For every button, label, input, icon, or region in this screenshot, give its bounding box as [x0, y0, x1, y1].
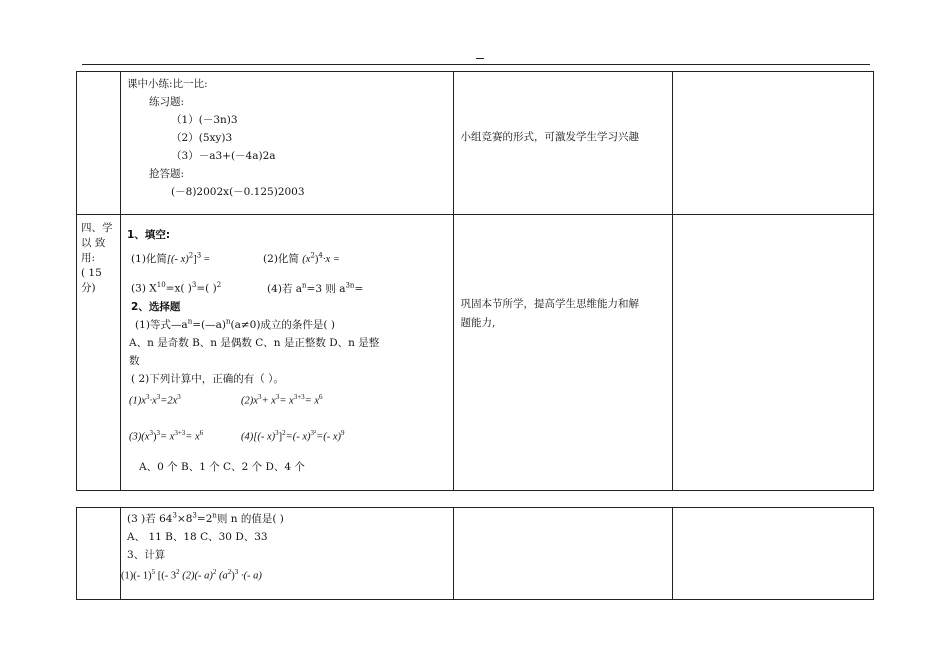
header-mark [476, 58, 484, 59]
fill-problem-3: (3) $X^{10}=x$( )$^3$=( )$^2$ [131, 281, 222, 295]
choice-expr-2: $(2)x^3+ x^3= x^{3+3}= x^6$ [241, 393, 323, 407]
table-row [77, 508, 874, 600]
intent-text: 巩固本节所学，提高学生思维能力和解 题能力, [460, 298, 639, 329]
intent-cell [454, 508, 672, 600]
blank-cell [672, 508, 873, 600]
fill-problem-1: (1)化简[(- x)$^2$]$^3$ = [131, 251, 210, 265]
choice-expr-3: $(3)(x^3)^3= x^{3+3}= x^6$ [129, 429, 204, 443]
choice-expr-1: $(1)x^3\cdot x^3=2x^3$ [129, 393, 181, 407]
intent-cell [454, 72, 672, 215]
intent-cell [454, 215, 672, 491]
choice-question-3: (3 )若 $64^3\times 8^3=2^n$则 n 的值是( ) [127, 511, 284, 525]
content-cell [121, 508, 454, 600]
exercise-1: （1）(－3n)3 [171, 114, 238, 126]
choice-question-1: (1)等式$—a^n=(—a)^n(a\ne 0)$成立的条件是( ) [135, 317, 335, 331]
table-row [77, 72, 874, 215]
choice-heading: 2、选择题 [131, 301, 181, 313]
exercise-2: （2）(5xy)3 [171, 132, 233, 144]
stage-cell [77, 215, 121, 491]
table-row [77, 215, 874, 491]
lesson-table-page-top [76, 71, 874, 491]
choice-question-1-options-wrap: 数 [129, 355, 140, 367]
fill-in-heading: 1、填空: [127, 229, 171, 241]
header-rule [82, 64, 870, 65]
stage-cell [77, 508, 121, 600]
blank-cell [672, 215, 873, 491]
intent-text: 小组竞赛的形式，可激发学生学习兴趣 [460, 131, 639, 143]
calc-expression: (1)(- 1)$^5$ [(- $3^2$ (2)(- a)$^2$ $(a^2)^3$ ·(- a) [121, 568, 262, 582]
quick-answer-label: 抢答题: [149, 168, 185, 180]
fill-problem-4: (4)若 $a^n=3$ 则 $a^{3n}=$ [267, 281, 364, 295]
choice-question-3-options: A、 11 B、18 C、30 D、33 [127, 531, 268, 543]
lesson-table-continued [76, 507, 874, 600]
content-cell [121, 72, 454, 215]
stage-cell [77, 72, 121, 215]
quick-answer-problem: (－8)2002x(－0.125)2003 [171, 186, 305, 198]
calc-heading: 3、计算 [127, 549, 166, 561]
exercise-label: 练习题: [149, 96, 185, 108]
practice-heading: 课中小练:比一比: [127, 78, 208, 90]
content-cell [121, 215, 454, 491]
choice-question-2: ( 2)下列计算中，正确的有（ ）。 [131, 373, 284, 385]
stage-label: 四、学 以 致 用: ( 15 分) [81, 222, 113, 294]
fill-problem-2: (2)化简 $(x^2)^4\cdot x$ = [263, 251, 340, 265]
choice-expr-4: (4)[(- x)$^3$]$^2$=(- x)$^{3^2}$=(- x)$^9$ [241, 429, 345, 443]
choice-question-1-options: A、n 是奇数 B、n 是偶数 C、n 是正整数 D、n 是整 [129, 337, 380, 349]
exercise-3: （3）－a3+(－4a)2a [171, 150, 276, 162]
choice-question-2-options: A、0 个 B、1 个 C、2 个 D、4 个 [139, 461, 305, 473]
blank-cell [672, 72, 873, 215]
